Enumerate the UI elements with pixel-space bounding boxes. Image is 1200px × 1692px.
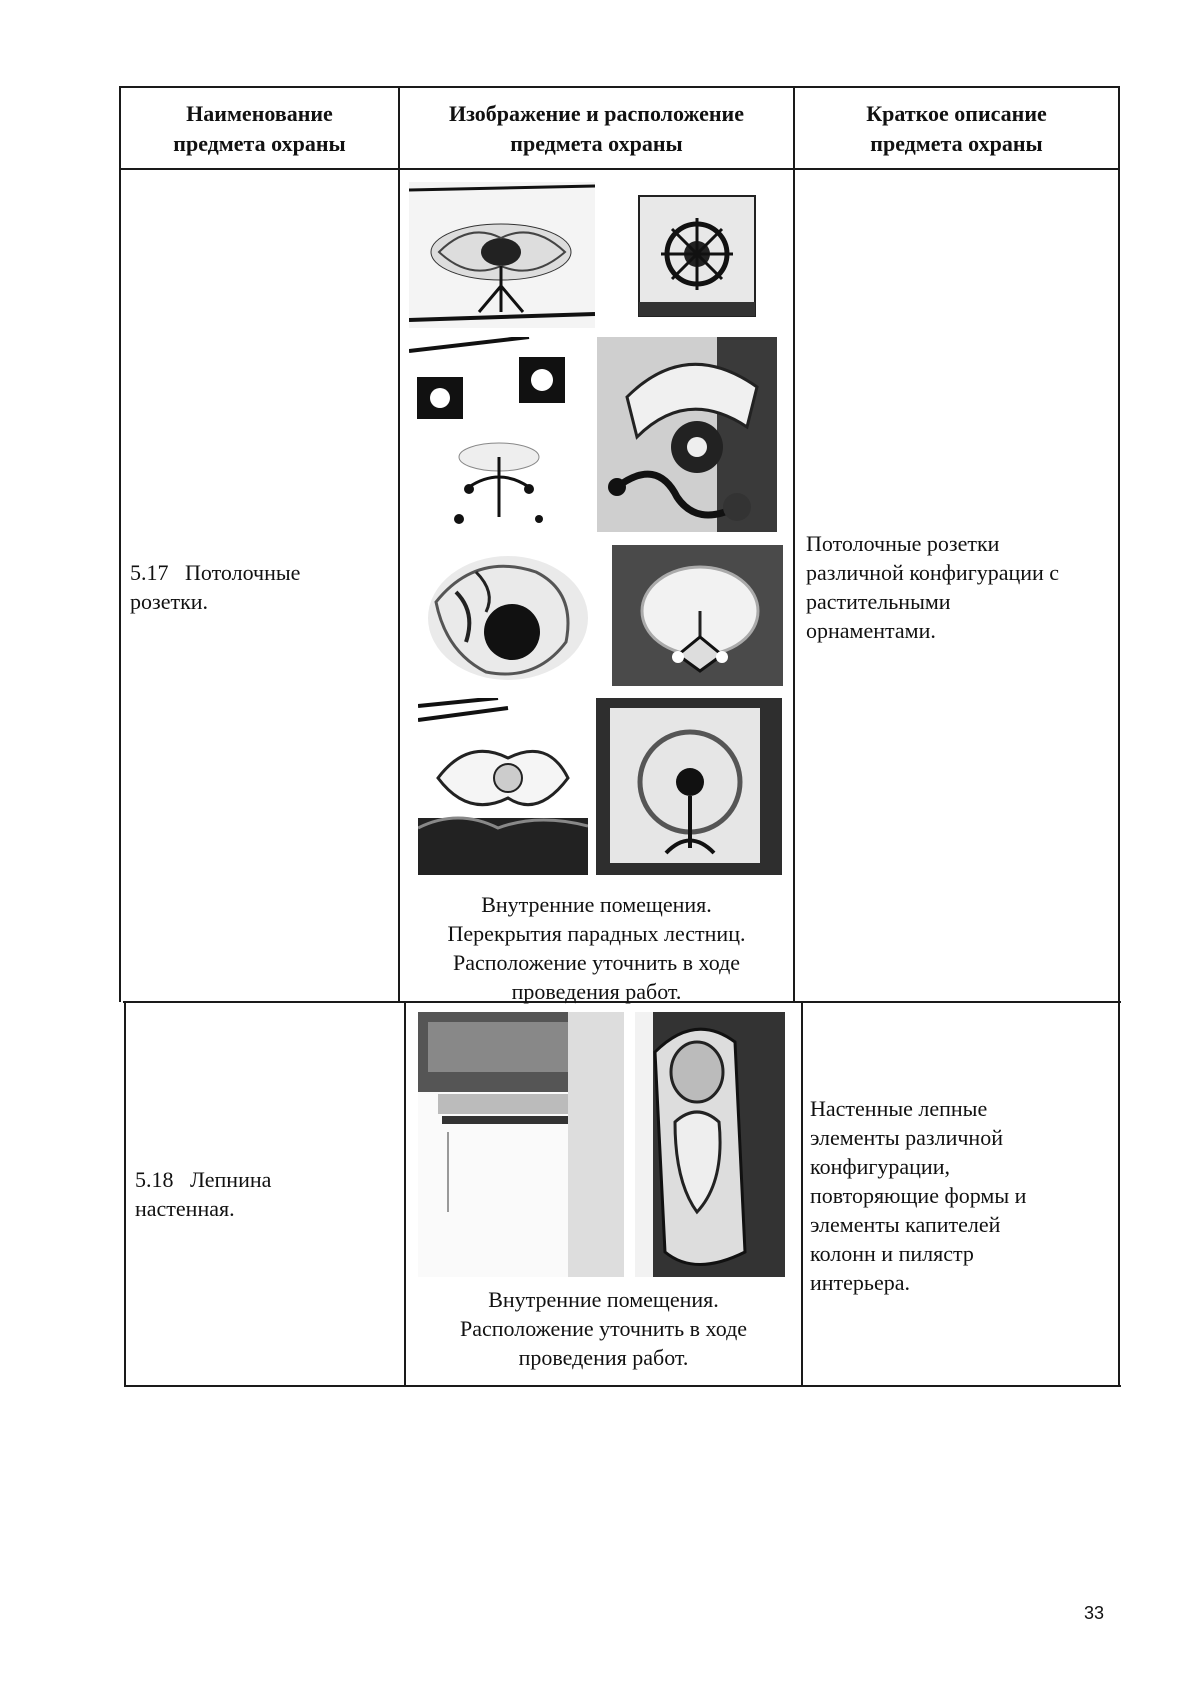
photo-ceiling-rosette-6	[596, 698, 782, 875]
photo-ceiling-chandelier-1	[409, 337, 587, 532]
photo-ceiling-chandelier-2	[597, 337, 777, 532]
row-518-description: Настенные лепные элементы различной конфигурации, повторяющие формы и элементы капителей колонн и пилястр интерьера.	[810, 1096, 1027, 1295]
table-border-bottom	[124, 1385, 1121, 1387]
row-518-caption: Внутренние помещения. Расположение уточнить в ходе проведения работ.	[459, 1287, 748, 1370]
photo-ceiling-rosette-4	[612, 545, 783, 686]
col-border-left-lower	[124, 1001, 126, 1387]
row-517-caption: Внутренние помещения. Перекрытия парадных лестниц. Расположение уточнить в ходе проведения работ.	[447, 892, 746, 1004]
col-divider-2-lower	[801, 1001, 803, 1387]
header-image: Изображение и расположение предмета охраны	[448, 101, 744, 156]
header-description: Краткое описание предмета охраны	[866, 101, 1047, 156]
row-517-description: Потолочные розетки различной конфигурации с растительными орнаментами.	[806, 531, 1060, 643]
photo-ceiling-rosette-1	[409, 182, 595, 328]
col-border-left	[119, 86, 121, 1002]
photo-ceiling-rosette-2	[613, 182, 777, 328]
col-divider-2	[793, 86, 795, 1002]
col-border-right	[1118, 86, 1120, 1387]
photo-ceiling-rosette-5	[418, 698, 588, 875]
photo-ceiling-rosette-3	[416, 542, 592, 688]
page-number: 33	[1084, 1603, 1105, 1623]
photo-wall-moulding-2	[635, 1012, 785, 1277]
table-border-top	[119, 86, 1120, 88]
row-518-name: 5.18 Лепнина настенная.	[135, 1167, 272, 1221]
row-517-name: 5.17 Потолочные розетки.	[130, 560, 301, 614]
header-divider	[119, 168, 1120, 170]
col-divider-1	[398, 86, 400, 1002]
photo-wall-moulding-1	[418, 1012, 624, 1277]
header-name: Наименование предмета охраны	[173, 101, 346, 156]
